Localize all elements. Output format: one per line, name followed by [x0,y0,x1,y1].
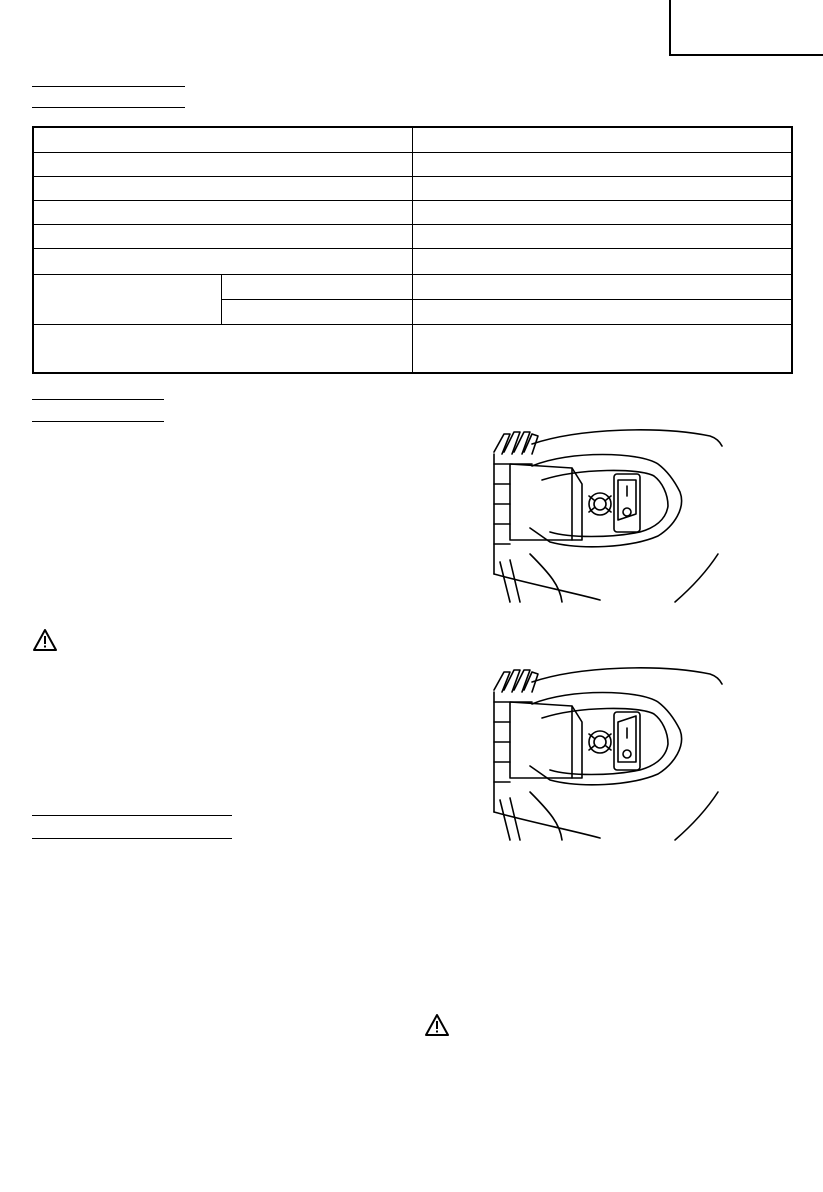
specifications-heading-rule-1 [32,86,185,87]
warning-triangle-icon [32,628,58,652]
table-row-divider [221,299,791,300]
language-tab [669,0,823,56]
specifications-table [32,126,793,374]
switch-on-illustration [490,424,730,604]
standard-accessories-heading-rule-1 [32,399,164,400]
switch-off-illustration [490,662,730,842]
standard-accessories-heading-rule-2 [32,421,164,422]
specifications-heading-rule-2 [32,107,185,108]
warning-triangle-icon [424,1013,450,1037]
optional-accessories-heading-rule-1 [32,815,232,816]
table-subcolumn-divider [221,274,222,324]
table-column-divider [412,128,413,372]
optional-accessories-heading-rule-2 [32,838,232,839]
